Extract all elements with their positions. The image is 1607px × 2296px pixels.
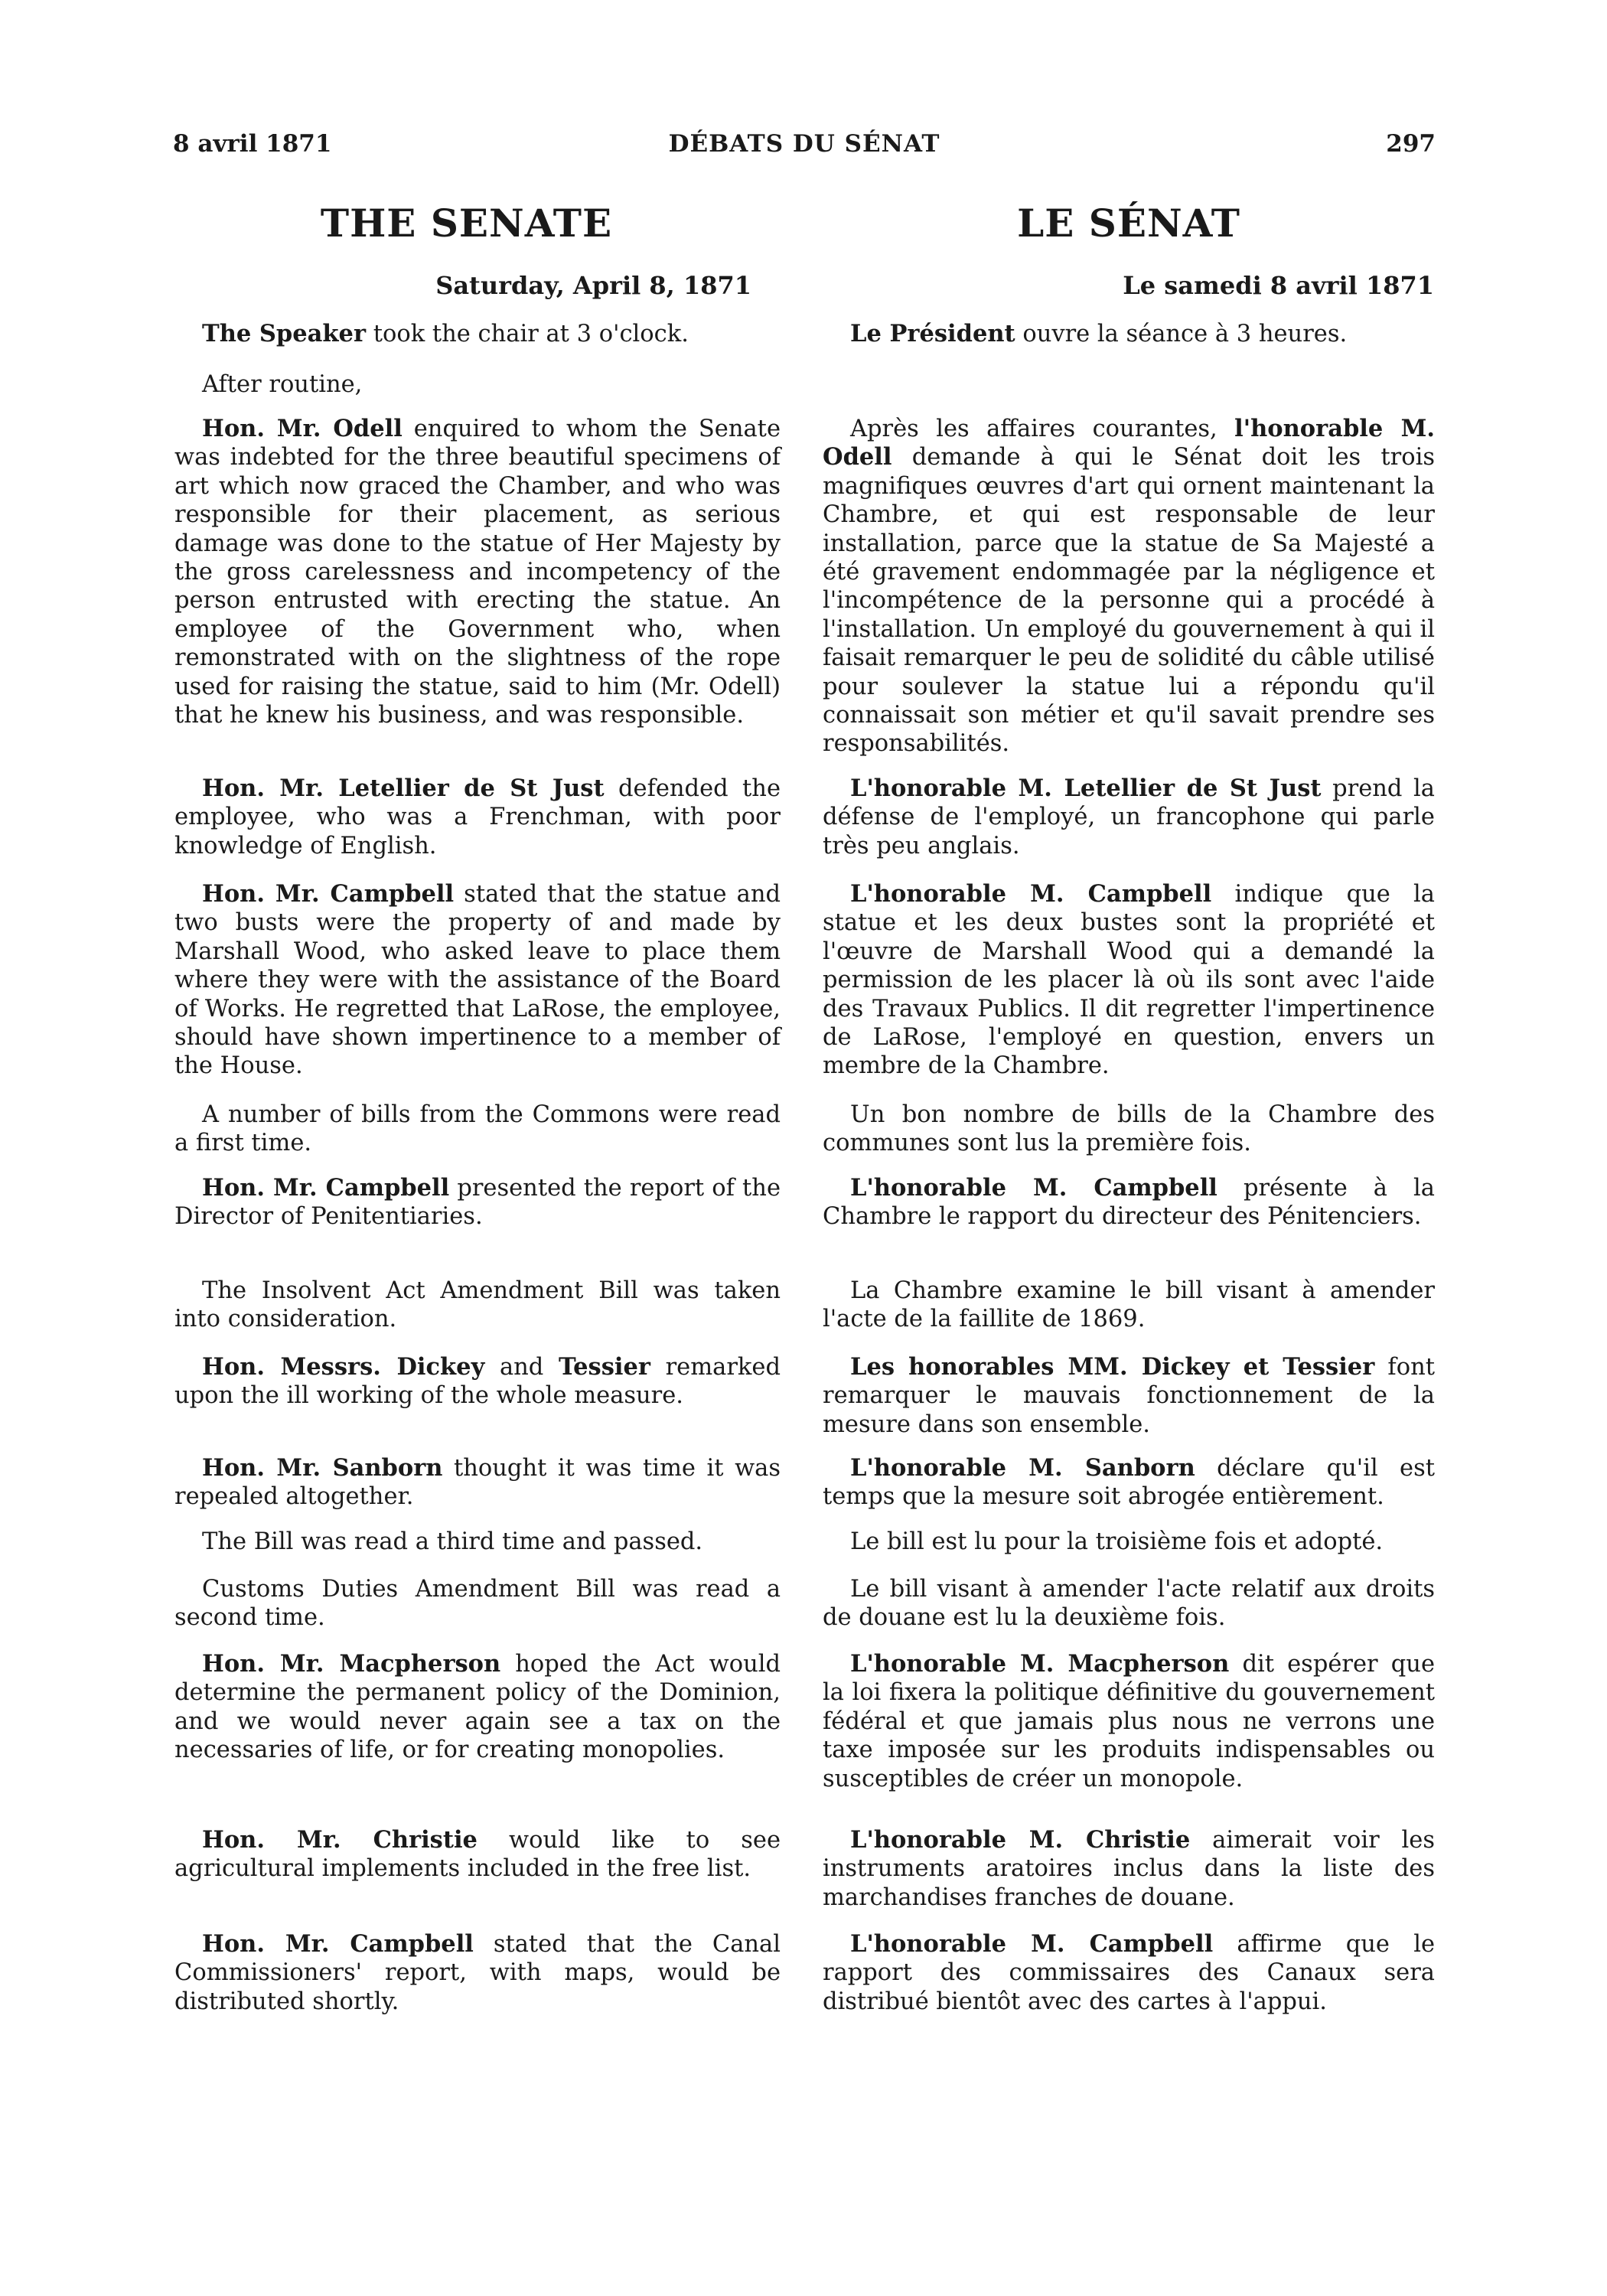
header-date: 8 avril 1871 <box>173 130 332 158</box>
en-paragraph: Hon. Mr. Christie would like to see agricultural implements included in the free list. <box>174 1826 781 1883</box>
speaker-name: Hon. Mr. Odell <box>202 415 403 442</box>
english-dateline: Saturday, April 8, 1871 <box>435 271 751 300</box>
speaker-name: L'honorable M. Sanborn <box>850 1454 1195 1482</box>
speaker-name: l'honorable M. Odell <box>823 415 1435 471</box>
fr-paragraph: Après les affaires courantes, l'honorable M. Odell demande à qui le Sénat doit les trois magnifiques œuvres d'art qui ornent maintenant la Chambre, et qui est responsable de leur installation, parce que la statue de Sa Majesté a été gravement endommagée par la négligence et l'incompétence de la personne qui a procédé à l'installation. Un employé du gouvernement à qui il faisait remarquer le peu de solidité du câble utilisé pour soulever la statue lui a répondu qu'il connaissait son métier et qu'il savait prendre ses responsabilités. <box>823 415 1435 758</box>
speaker-name: L'honorable M. Christie <box>850 1826 1191 1854</box>
fr-paragraph: Le bill est lu pour la troisième fois et adopté. <box>850 1528 1384 1555</box>
speaker-name: L'honorable M. Campbell <box>850 1930 1214 1958</box>
fr-paragraph: L'honorable M. Campbell affirme que le rapport des commissaires des Canaux sera distribué bientôt avec des cartes à l'appui. <box>823 1930 1435 2015</box>
french-dateline: Le samedi 8 avril 1871 <box>1123 271 1434 300</box>
en-paragraph: The Speaker took the chair at 3 o'clock. <box>202 320 689 347</box>
en-paragraph: Hon. Messrs. Dickey and Tessier remarked upon the ill working of the whole measure. <box>174 1353 781 1410</box>
speaker-name: Hon. Mr. Campbell <box>202 880 455 908</box>
speaker-name: Hon. Mr. Macpherson <box>202 1650 501 1678</box>
speaker-name: Le Président <box>850 320 1015 347</box>
fr-paragraph: Un bon nombre de bills de la Chambre des communes sont lus la première fois. <box>823 1101 1435 1157</box>
speaker-name: The Speaker <box>202 320 367 347</box>
page-number: 297 <box>1386 130 1436 158</box>
fr-paragraph: L'honorable M. Letellier de St Just prend la défense de l'employé, un francophone qui parle très peu anglais. <box>823 775 1435 859</box>
speaker-name: Hon. Mr. Sanborn <box>202 1454 443 1482</box>
en-paragraph: After routine, <box>202 371 363 398</box>
fr-paragraph: L'honorable M. Campbell indique que la statue et les deux bustes sont la propriété et l'œuvre de Marshall Wood qui a demandé la permission de les placer là où ils sont avec l'aide des Travaux Publics. Il dit regretter l'impertinence de LaRose, l'employé en question, envers un membre de la Chambre. <box>823 880 1435 1080</box>
speaker-name: Hon. Mr. Campbell <box>202 1930 474 1958</box>
running-head <box>173 130 1436 164</box>
french-title: LE SÉNAT <box>1017 201 1240 246</box>
speaker-name: L'honorable M. Macpherson <box>850 1650 1230 1678</box>
en-paragraph: Hon. Mr. Campbell presented the report of the Director of Penitentiaries. <box>174 1174 781 1231</box>
fr-paragraph: Le bill visant à amender l'acte relatif aux droits de douane est lu la deuxième fois. <box>823 1576 1435 1632</box>
speaker-name: Tessier <box>558 1353 650 1381</box>
fr-paragraph: L'honorable M. Sanborn déclare qu'il est temps que la mesure soit abrogée entièrement. <box>823 1454 1435 1511</box>
fr-paragraph: L'honorable M. Macpherson dit espérer que la loi fixera la politique définitive du gouvernement fédéral et que jamais plus nous ne verrons une taxe imposée sur les produits indispensables ou susceptibles de créer un monopole. <box>823 1650 1435 1792</box>
en-paragraph: The Bill was read a third time and passed. <box>202 1528 703 1555</box>
en-paragraph: A number of bills from the Commons were read a first time. <box>174 1101 781 1157</box>
fr-paragraph: L'honorable M. Christie aimerait voir les instruments aratoires inclus dans la liste des marchandises franches de douane. <box>823 1826 1436 1911</box>
en-paragraph: The Insolvent Act Amendment Bill was taken into consideration. <box>174 1277 781 1333</box>
speaker-name: Hon. Mr. Campbell <box>202 1174 450 1202</box>
speaker-name: Hon. Messrs. Dickey <box>202 1353 485 1381</box>
speaker-name: Hon. Mr. Letellier de St Just <box>202 775 605 802</box>
english-title: THE SENATE <box>320 201 613 246</box>
en-paragraph: Hon. Mr. Campbell stated that the statue and two busts were the property of and made by Marshall Wood, who asked leave to place them where they were with the assistance of the Board of Works. He regretted that LaRose, the employee, should have shown impertinence to a member of the House. <box>174 880 781 1080</box>
en-paragraph: Hon. Mr. Letellier de St Just defended the employee, who was a Frenchman, with poor knowledge of English. <box>174 775 781 859</box>
header-publication: DÉBATS DU SÉNAT <box>668 130 940 158</box>
en-paragraph: Hon. Mr. Odell enquired to whom the Senate was indebted for the three beautiful specimens of art which now graced the Chamber, and who was responsible for their placement, as serious damage was done to the statue of Her Majesty by the gross carelessness and incompetency of the person entrusted with erecting the statue. An employee of the Government who, when remonstrated with on the slightness of the rope used for raising the statue, said to him (Mr. Odell) that he knew his business, and was responsible. <box>174 415 781 729</box>
speaker-name: L'honorable M. Letellier de St Just <box>850 775 1322 802</box>
fr-paragraph: Les honorables MM. Dickey et Tessier font remarquer le mauvais fonctionnement de la mesure dans son ensemble. <box>823 1353 1435 1438</box>
en-paragraph: Customs Duties Amendment Bill was read a second time. <box>174 1576 781 1632</box>
speaker-name: Hon. Mr. Christie <box>202 1826 478 1854</box>
en-paragraph: Hon. Mr. Sanborn thought it was time it was repealed altogether. <box>174 1454 781 1511</box>
en-paragraph: Hon. Mr. Macpherson hoped the Act would determine the permanent policy of the Dominion, and we would never again see a tax on the necessaries of life, or for creating monopolies. <box>174 1650 781 1764</box>
en-paragraph: Hon. Mr. Campbell stated that the Canal Commissioners' report, with maps, would be distributed shortly. <box>174 1930 781 2015</box>
fr-paragraph: La Chambre examine le bill visant à amender l'acte de la faillite de 1869. <box>823 1277 1435 1333</box>
fr-paragraph: L'honorable M. Campbell présente à la Chambre le rapport du directeur des Pénitenciers. <box>823 1174 1435 1231</box>
speaker-name: Les honorables MM. Dickey et Tessier <box>850 1353 1375 1381</box>
speaker-name: L'honorable M. Campbell <box>850 1174 1217 1202</box>
speaker-name: L'honorable M. Campbell <box>850 880 1212 908</box>
fr-paragraph: Le Président ouvre la séance à 3 heures. <box>850 320 1348 347</box>
